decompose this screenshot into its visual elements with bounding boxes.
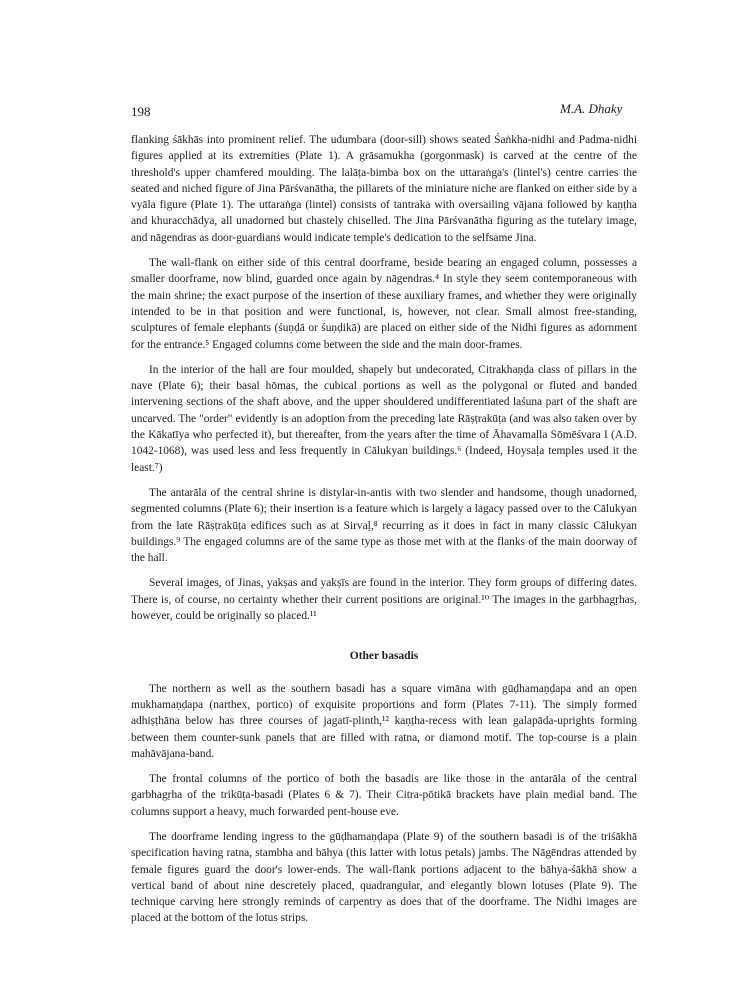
paragraph: flanking śākhās into prominent relief. The udumbara (door-sill) shows seated Śaṅkha-nidhi and Padma-nidhi figures applied at its extremities (Plate 1). A grāsamukha (gorgonmask) is carved at the centre of the threshold's upper chamfered moulding. The lalāṭa-bimba box on the uttaraṅga's (lintel's) centre carries the seated and niched figure of Jina Pārśvanātha, the pillarets of the miniature niche are flanked on either side by a vyāla figure (Plate 1). The uttaraṅga (lintel) consists of tantraka with oversailing vājana followed by kaṇṭha and khuracchādya, all unadorned but chastely chiselled. The Jina Pārśvanātha figuring as the tutelary image, and nāgendras as door-guardians would indicate temple's dedication to the selfsame Jina. <box>131 134 637 244</box>
paragraph: In the interior of the hall are four moulded, shapely but undecorated, Citrakhaṇḍa class of pillars in the nave (Plate 6); their basal hōmas, the cubical portions as well as the polygonal or fluted and banded intervening sections of the shaft above, and the upper shouldered undifferentiated laśuna part of the shaft are uncarved. The "order" evidently is an adoption from the preceding late Rāṣṭrakūṭa (and was also taken over by the Kākatīya who perfected it), but thereafter, from the years after the time of Āhavamalla Sōmēśvara I (A.D. 1042-1068), was used less and less frequently in Cālukyan buildings.⁶ (Indeed, Hoysaḷa temples used it the least.⁷) <box>131 363 637 474</box>
paragraph: The antarāla of the central shrine is distylar-in-antis with two slender and handsome, though unadorned, segmented columns (Plate 6); their insertion is a feature which is largely a lagacy passed over to the Cālukyan from the late Rāṣṭrakūṭa edifices such as at Sirvaḷ,⁸ recurring as it does in fact in many classic Cālukyan buildings.⁹ The engaged columns are of the same type as those met with at the flanks of the main doorway of the hall. <box>131 486 637 565</box>
paragraph: The frontal columns of the portico of both the basadis are like those in the antarāla of the central garbhagṛha of the trikūṭa-basadi (Plates 6 & 7). Their Citra-pōtikā brackets have plain medial band. The columns support a heavy, much forwarded pent-house eve. <box>131 773 637 818</box>
running-head: M.A. Dhaky <box>560 101 623 116</box>
page-number: 198 <box>131 104 151 119</box>
paragraph: The wall-flank on either side of this central doorframe, beside bearing an engaged column, possesses a smaller doorframe, now blind, guarded once again by nāgendras.⁴ In style they seem contemporaneous with the main shrine; the exact purpose of the insertion of these auxiliary frames, and whether they were originally intended to be in that position and were functional, is, however, not clear. Small almost free-standing, sculptures of female elephants (śuṇḍā or śuṇḍikā) are placed on either side of the Nidhi figures as adornment for the entrance.⁵ Engaged columns come between the side and the main door-frames. <box>131 257 637 351</box>
section-heading: Other basadis <box>349 650 419 663</box>
paragraph: The northern as well as the southern basadi has a square vimāna with gūḍhamaṇḍapa and an open mukhamaṇḍapa (narthex, portico) of exquisite proportions and form (Plates 7-11). The simply formed adhiṣṭhāna below has three courses of jagatī-plinth,¹² kaṇṭha-recess with lean galapāda-uprights forming between them counter-sunk panels that are filled with ratna, or diamond motif. The top-course is a plain mahāvājana-band. <box>131 682 637 760</box>
body-text <box>131 132 637 936</box>
paragraph: Several images, of Jinas, yakṣas and yakṣīs are found in the interior. They form groups of differing dates. There is, of course, no certainty whether their current positions are original.¹⁰ The images in the garbhagṛhas, however, could be originally so placed.¹¹ <box>131 577 637 623</box>
paragraph: The doorframe lending ingress to the gūḍhamaṇḍapa (Plate 9) of the southern basadi is of the triśākhā specification having ratna, stambha and bāhya (this latter with lotus petals) jambs. The Nāgēndras attended by female figures guard the door's lower-ends. The wall-flank portions adjacent to the bāhya-śākhā show a vertical band of about nine descretely placed, quadrangular, and elegantly blown lotuses (Plate 9). The technique carving here strongly reminds of carpentry as does that of the doorframe. The Nidhi images are placed at the bottom of the lotus strips. <box>131 830 637 925</box>
